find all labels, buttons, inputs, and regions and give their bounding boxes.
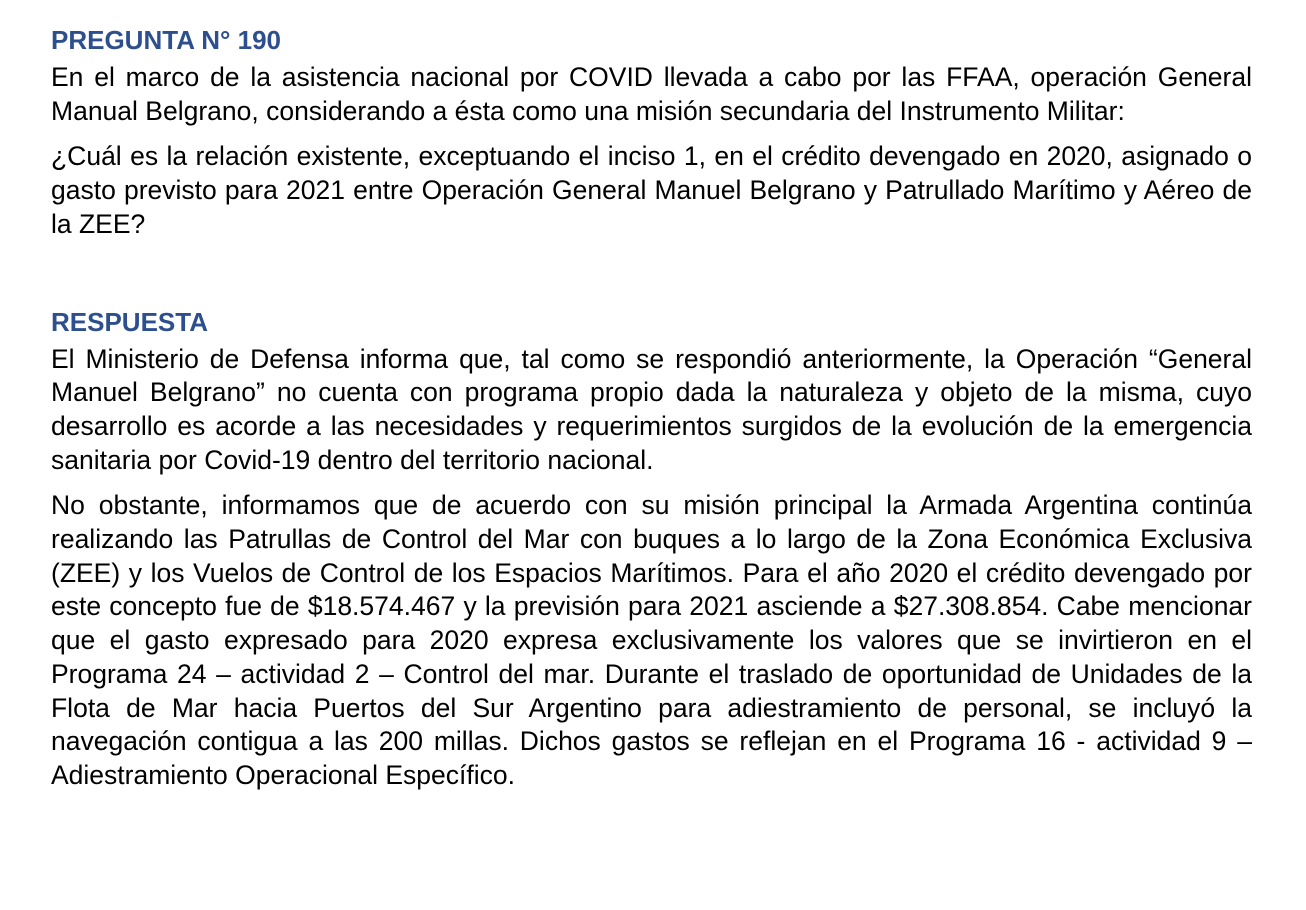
answer-heading: RESPUESTA	[51, 306, 208, 337]
question-heading: PREGUNTA N° 190	[51, 25, 282, 55]
question-paragraph-1: En el marco de la asistencia nacional por COVID llevada a cabo por las FFAA, operación General Manual Belgrano, considerando a ésta como una misión secundaria del Instrumento Militar:	[51, 62, 1252, 126]
answer-paragraph-1: El Ministerio de Defensa informa que, tal como se respondió anteriormente, la Operación “General Manuel Belgrano” no cuenta con programa propio dada la naturaleza y objeto de la misma, cuyo desarrollo es acorde a las necesidades y requerimientos surgidos de la evolución de la emergencia sanitaria por Covid-19 dentro del territorio nacional.	[51, 343, 1252, 475]
question-paragraph-2: ¿Cuál es la relación existente, exceptuando el inciso 1, en el crédito devengado en 2020, asignado o gasto previsto para 2021 entre Operación General Manuel Belgrano y Patrullado Marítimo y Aéreo de la ZEE?	[51, 141, 1252, 239]
answer-paragraph-2: No obstante, informamos que de acuerdo con su misión principal la Armada Argentina continúa realizando las Patrullas de Control del Mar con buques a lo largo de la Zona Económica Exclusiva (ZEE) y los Vuelos de Control de los Espacios Marítimos. Para el año 2020 el crédito devengado por este concepto fue de $18.574.467 y la previsión para 2021 asciende a $27.308.854. Cabe mencionar que el gasto expresado para 2020 expresa exclusivamente los valores que se invirtieron en el Programa 24 – actividad 2 – Control del mar. Durante el traslado de oportunidad de Unidades de la Flota de Mar hacia Puertos del Sur Argentino para adiestramiento de personal, se incluyó la navegación contigua a las 200 millas. Dichos gastos se reflejan en el Programa 16 - actividad 9 – Adiestramiento Operacional Específico.	[51, 490, 1252, 790]
document-page	[51, 22, 1252, 793]
